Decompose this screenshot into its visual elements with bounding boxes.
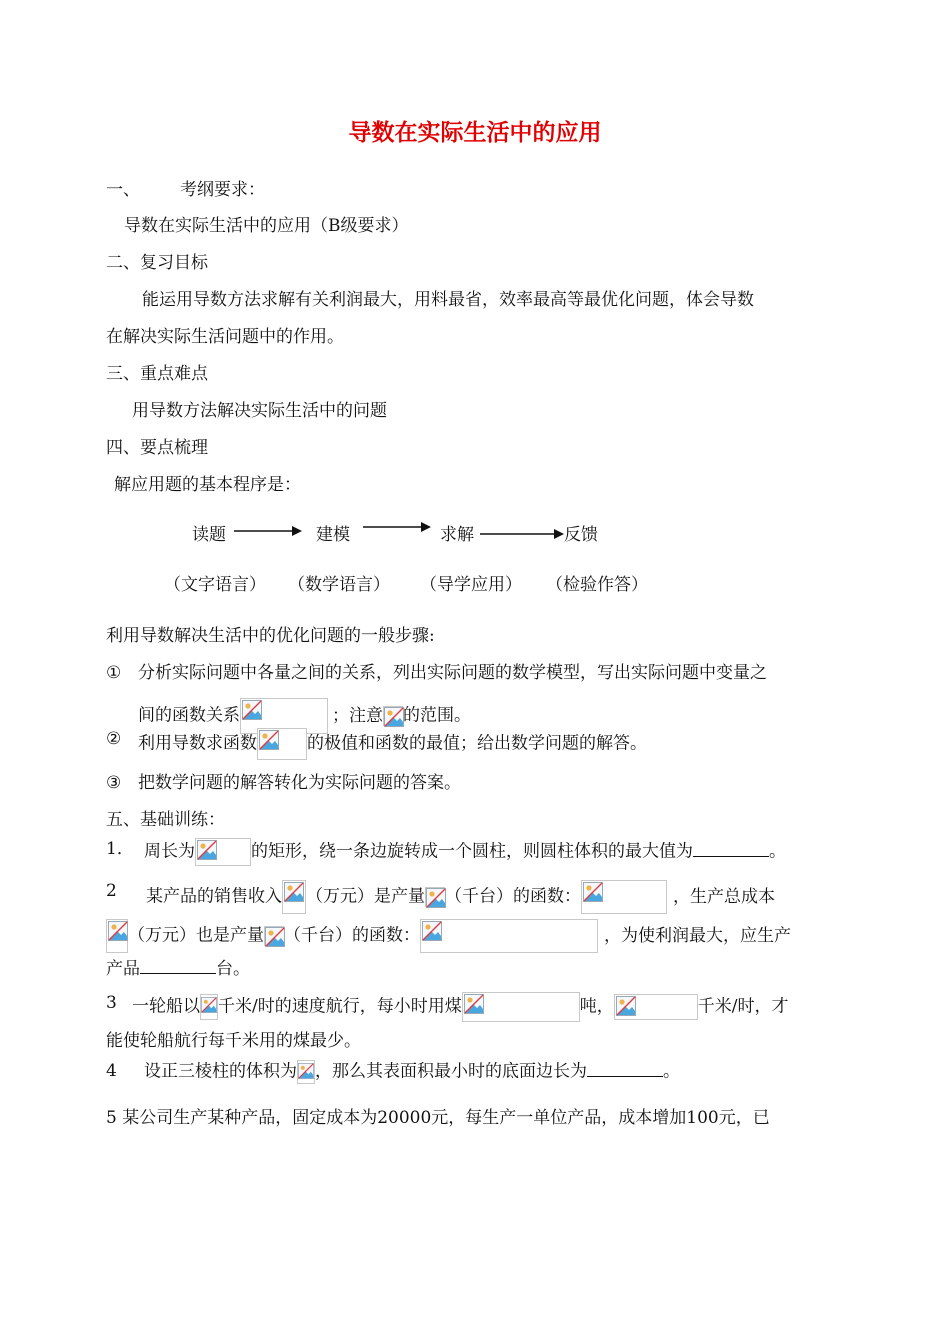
question-3-number: 3 <box>106 993 117 1013</box>
image-placeholder-icon <box>426 888 446 908</box>
question-2-text-i: 台。 <box>216 959 250 979</box>
formula-image <box>614 994 698 1020</box>
question-1-text-b: 的矩形，绕一条边旋转成一个圆柱，则圆柱体积的最大值为 <box>251 841 693 862</box>
section-3-body: 用导数方法解决实际生活中的问题 <box>132 401 387 421</box>
image-placeholder-icon <box>298 1063 314 1079</box>
step-1-text-b: ；注意 <box>332 705 383 726</box>
image-placeholder-icon <box>384 707 404 727</box>
section-2-body-line-2: 在解决实际生活问题中的作用。 <box>106 327 344 347</box>
image-placeholder-icon <box>259 730 279 750</box>
flow-step-read: 读题 <box>192 525 226 545</box>
image-placeholder-icon <box>265 927 285 947</box>
question-4-text-b: ，那么其表面积最小时的底面边长为 <box>315 1061 587 1082</box>
image-placeholder-icon <box>583 882 603 902</box>
question-2-text-h: 产品 <box>106 959 140 979</box>
question-5-line: 5 某公司生产某种产品，固定成本为20000元，每生产一单位产品，成本增加100元，已 <box>106 1108 770 1128</box>
step-2-text-a: 利用导数求函数 <box>138 733 257 754</box>
formula-image <box>462 992 580 1022</box>
formula-image <box>420 919 598 953</box>
question-3-text-b: 千米/时的速度航行，每小时用煤 <box>218 996 462 1017</box>
question-4-text-a: 设正三棱柱的体积为 <box>144 1061 297 1082</box>
formula-image <box>297 1060 315 1084</box>
question-3-text-a: 一轮船以 <box>132 996 200 1017</box>
question-4-number: 4 <box>106 1061 117 1081</box>
section-5-heading: 五、基础训练： <box>106 810 225 830</box>
question-2-text-b: （万元）是产量 <box>306 886 425 907</box>
flow-note-derivative-application: （导学应用） <box>420 575 522 595</box>
image-placeholder-icon <box>242 700 262 720</box>
arrow-right-icon <box>234 524 302 538</box>
section-1-number: 一、 <box>106 180 140 200</box>
section-4-heading: 四、要点梳理 <box>106 438 208 458</box>
answer-blank <box>587 1062 663 1077</box>
step-2-text-b: 的极值和函数的最值；给出数学问题的解答。 <box>307 733 647 754</box>
step-1-number: ① <box>106 663 122 683</box>
image-placeholder-icon <box>422 921 442 941</box>
question-1-line <box>144 838 786 866</box>
formula-image <box>257 728 307 760</box>
question-2-line-2 <box>106 919 791 953</box>
image-placeholder-icon <box>197 840 217 860</box>
formula-image <box>195 838 251 866</box>
question-3-line-2: 能使轮船航行每千米用的煤最少。 <box>106 1031 361 1051</box>
question-2-text-a: 某产品的销售收入 <box>146 886 282 907</box>
formula-image <box>264 926 284 946</box>
question-4-text-c: 。 <box>663 1061 680 1082</box>
step-1-text-a: 间的函数关系 <box>138 705 240 726</box>
section-4-intro: 解应用题的基本程序是： <box>114 475 301 495</box>
question-4-line <box>144 1060 680 1084</box>
question-3-text-c: 吨， <box>579 996 614 1017</box>
formula-image <box>106 919 128 953</box>
flow-note-text-language: （文字语言） <box>164 575 266 595</box>
question-2-line-3 <box>106 958 250 980</box>
section-1-heading: 考纲要求： <box>180 180 265 200</box>
section-1-body: 导数在实际生活中的应用（B级要求） <box>124 216 409 236</box>
image-placeholder-icon <box>616 996 636 1016</box>
image-placeholder-icon <box>464 994 484 1014</box>
question-2-text-c: （千台）的函数： <box>445 886 581 907</box>
page-title: 导数在实际生活中的应用 <box>348 120 602 146</box>
image-placeholder-icon <box>284 882 304 902</box>
question-1-text-c: 。 <box>769 841 786 862</box>
step-3-line: 把数学问题的解答转化为实际问题的答案。 <box>138 773 461 793</box>
question-1-number: 1． <box>106 839 134 859</box>
steps-intro: 利用导数解决生活中的优化问题的一般步骤: <box>106 626 435 646</box>
question-2-text-e: （万元）也是产量 <box>128 925 264 946</box>
formula-image <box>200 994 218 1020</box>
question-3-line-1 <box>132 992 788 1022</box>
formula-image <box>425 887 445 907</box>
step-3-number: ③ <box>106 773 122 793</box>
question-2-text-f: （千台）的函数： <box>284 925 420 946</box>
image-placeholder-icon <box>201 997 217 1013</box>
question-2-text-d: ，生产总成本 <box>673 886 775 907</box>
flow-step-solve: 求解 <box>440 525 474 545</box>
step-2-number: ② <box>106 729 122 749</box>
flow-step-model: 建模 <box>316 525 350 545</box>
question-2-number: 2 <box>106 881 117 901</box>
formula-image <box>383 706 403 726</box>
step-2-line <box>138 728 647 760</box>
answer-blank <box>693 842 769 857</box>
answer-blank <box>140 959 216 974</box>
section-2-heading: 二、复习目标 <box>106 253 208 273</box>
flow-note-check-answer: （检验作答） <box>546 575 648 595</box>
question-3-text-d: 千米/时，才 <box>697 996 789 1017</box>
question-2-text-g: ，为使利润最大，应生产 <box>604 925 791 946</box>
section-2-body-line-1: 能运用导数方法求解有关利润最大，用料最省，效率最高等最优化问题，体会导数 <box>142 290 754 310</box>
formula-image <box>282 880 306 914</box>
question-1-text-a: 周长为 <box>144 841 195 862</box>
image-placeholder-icon <box>108 921 128 941</box>
arrow-right-icon <box>363 520 431 534</box>
flow-step-feedback: 反馈 <box>564 525 598 545</box>
arrow-right-icon <box>480 527 564 541</box>
section-3-heading: 三、重点难点 <box>106 364 208 384</box>
formula-image <box>581 880 667 914</box>
step-1-text-c: 的范围。 <box>403 705 471 726</box>
step-1-line-1: 分析实际问题中各量之间的关系，列出实际问题的数学模型，写出实际问题中变量之 <box>138 663 767 683</box>
question-2-line-1 <box>146 880 775 914</box>
flow-note-math-language: （数学语言） <box>288 575 390 595</box>
